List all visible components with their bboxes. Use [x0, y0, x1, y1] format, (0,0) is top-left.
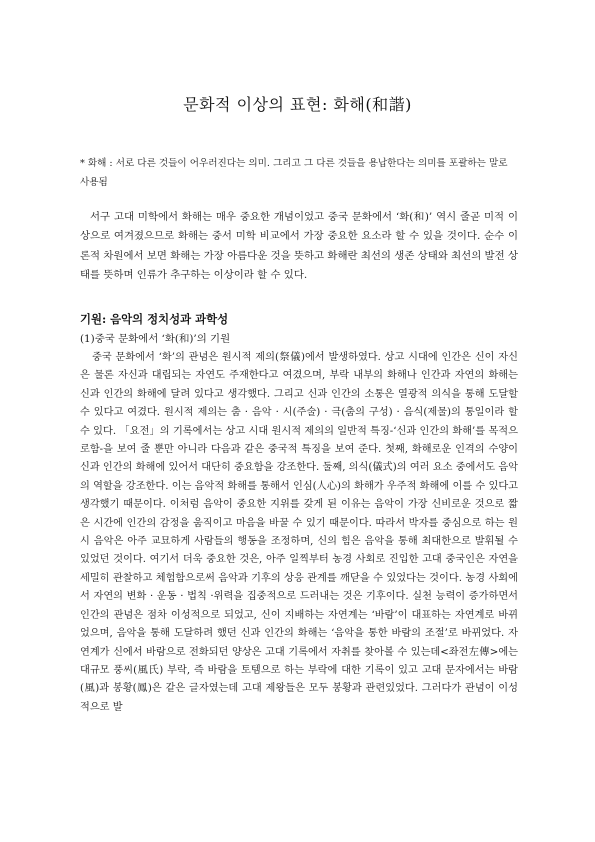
definition-note: * 화해 : 서로 다른 것들이 어우러진다는 의미. 그리고 그 다른 것들을 용납한다는 의미를 포괄하는 말로 사용됨 [80, 158, 508, 188]
subsection-heading: (1)중국 문화에서 ‘화(和)’의 기원 [80, 333, 231, 345]
body-paragraph: 중국 문화에서 ‘화’의 관념은 원시적 제의(祭儀)에서 발생하였다. 상고 시대에 인간은 신이 자신은 물론 자신과 대립되는 자연도 주재한다고 여겼으며, 부락 내부의 화해나 인간과 자연의 화해는 신과 인간의 화해에 달려 있다고 생각했다. 그리고 신과 인간의 소통은 열광적 의식을 통해 도달할 수 있다고 여겼다. 원시적 제의는 춤 · 음악 · 시(주술) · 극(춤의 구성) · 음식(제물)의 통일이라 할 수 있다. 「요전」의 기록에서는 상고 시대 원시적 제의의 일반적 특징-‘신과 인간의 화해’를 목적으로함-을 보여 줄 뿐만 아니라 다음과 같은 중국적 특징을 보여 준다. 첫째, 화해로운 인격의 수양이 신과 인간의 화해에 있어서 대단히 중요함을 강조한다. 둘째, 의식(儀式)의 여러 요소 중에서도 음악의 역할을 강조한다. 이는 음악적 화해를 통해서 인심(人心)의 화해가 우주적 화해에 이를 수 있다고 생각했기 때문이다. 이처럼 음악이 중요한 지위를 갖게 된 이유는 음악이 가장 신비로운 것으로 짧은 시간에 인간의 감정을 움직이고 마음을 바꿀 수 있기 때문이다. 따라서 박자를 중심으로 하는 원시 음악은 아주 교묘하게 사람들의 행동을 조정하며, 신의 힘은 음악을 통해 최대한으로 발휘될 수 있었던 것이다. 여기서 더욱 중요한 것은, 아주 일찍부터 농경 사회로 진입한 고대 중국인은 자연을 세밀히 관찰하고 체험함으로써 음악과 기후의 상응 관계를 깨닫을 수 있었다는 것이다. 농경 사회에서 자연의 변화 · 운동 · 법칙 ·위력을 집중적으로 드러내는 것은 기후이다. 실천 능력이 증가하면서 인간의 관념은 점차 이성적으로 되었고, 신이 지배하는 자연계는 ‘바람’이 대표하는 자연계로 바뀌었으며, 음악을 통해 도달하려 했던 신과 인간의 화해는 ‘음악을 통한 바람의 조절’로 바뀌었다. 자연계가 신에서 바람으로 전화되던 양상은 고대 기록에서 자취를 찾아볼 수 있는데<좌전左傳>에는 대규모 풍씨(風氏) 부락, 즉 바람을 토템으로 하는 부락에 대한 기록이 있고 고대 문자에서는 바람(風)과 봉황(鳳)은 같은 글자였는데 고대 제왕들은 모두 봉황과 관련있었다. 그러다가 관념이 이성적으로 발 [80, 352, 518, 713]
document-title: 문화적 이상의 표현: 화해(和諧) [183, 95, 412, 114]
intro-paragraph: 서구 고대 미학에서 화해는 매우 중요한 개념이었고 중국 문화에서 ‘화(和)’ 역시 줄곧 미적 이상으로 여겨졌으므로 화해는 중서 미학 비교에서 가장 중요한 요소라 할 수 있을 것이다. 순수 이론적 차원에서 보면 화해는 가장 아름다운 것을 뜻하고 화해란 최선의 생존 상태와 최선의 발전 상태를 뜻하며 인류가 추구하는 이상이라 할 수 있다. [80, 211, 518, 282]
section-heading: 기원: 음악의 정치성과 과학성 [80, 312, 229, 326]
